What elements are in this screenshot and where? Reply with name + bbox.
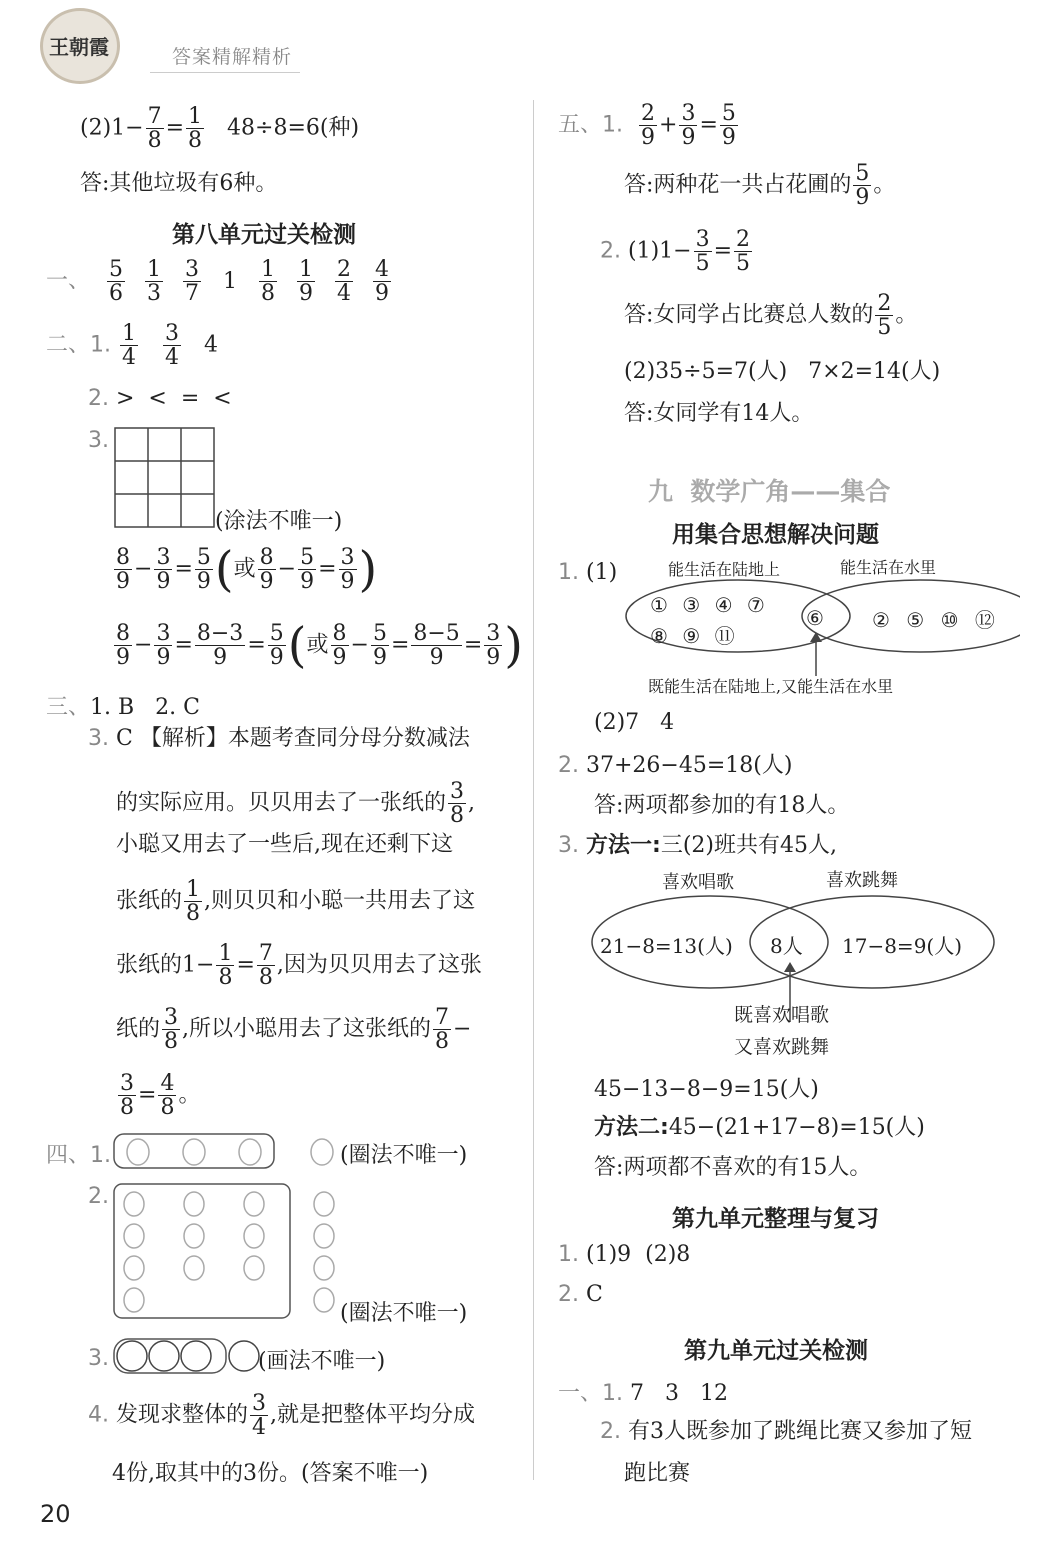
test-q2-line-2: 跑比赛 xyxy=(624,1461,691,1486)
section-5-q2-line-3: (2)35÷5=7(人) 7×2=14(人) xyxy=(624,359,941,384)
venn2-right-label: 喜欢跳舞 xyxy=(826,870,898,891)
section-5-q1-answer: 答:两种花一共占花圃的 $\frac{5}{9}$ 。 xyxy=(624,161,896,211)
section-4-q3-num: 3. xyxy=(88,1346,109,1371)
test-q2-line-1: 2. 有3人既参加了跳绳比赛又参加了短 xyxy=(600,1419,972,1444)
equation-2: $\frac{8}{9}$ − $\frac{3}{9}$ = $\frac{8-3}{9}$ = $\frac{5}{9}$ (或 $\frac{8}{9}$ − $\frac{5}{9}$ = $\frac{8-5}{9}$ = $\frac{3}{9}$ ) xyxy=(116,617,523,674)
header-rule xyxy=(150,72,300,73)
strawberry-row xyxy=(112,1132,352,1170)
section-2-q2: 2. > < = < xyxy=(88,386,232,411)
heading-unit9-test: 第九单元过关检测 xyxy=(684,1338,868,1364)
venn1-caption: 既能生活在陆地上,又能生活在水里 xyxy=(648,677,894,696)
logo xyxy=(40,8,120,84)
column-divider xyxy=(533,100,534,1480)
strawberry-grid xyxy=(112,1182,342,1322)
circle-row xyxy=(112,1336,262,1376)
left-line-2: 答:其他垃圾有6种。 xyxy=(80,171,278,196)
section-4-q4-line-2: 4份,取其中的3份。(答案不唯一) xyxy=(112,1461,429,1486)
heading-unit8-test: 第八单元过关检测 xyxy=(172,222,356,248)
venn1-center: ⑥ xyxy=(806,606,824,630)
section-4-q2-num: 2. xyxy=(88,1184,109,1209)
section-1: 一、 $\frac{5}{6}$ $\frac{1}{3}$ $\frac{3}{7}$ 1 $\frac{1}{8}$ $\frac{1}{9}$ $\frac{2}{4}$ $\frac{4}{9}$ xyxy=(46,257,390,307)
subheading-sets: 用集合思想解决问题 xyxy=(672,522,879,548)
section-4-label: 四、1. xyxy=(46,1143,112,1168)
venn2-caption-1: 既喜欢唱歌 xyxy=(734,1004,830,1026)
header-title: 答案精解精析 xyxy=(172,46,293,68)
q2-answer: 答:两项都参加的有18人。 xyxy=(594,793,850,818)
strawberry-row-note: (圈法不唯一) xyxy=(340,1143,468,1168)
venn1-left-items-row1: ① ③ ④ ⑦ xyxy=(650,593,765,617)
logo-text: 王朝霞 xyxy=(49,35,109,59)
answer-fraction: $\frac{1}{9}$ xyxy=(299,257,314,307)
section-5-q1: 五、1. $\frac{2}{9}$ + $\frac{3}{9}$ = $\frac{5}{9}$ xyxy=(558,101,736,151)
venn2-left-label: 喜欢唱歌 xyxy=(662,872,734,893)
section-2-q1: 二、1. $\frac{1}{4}$ $\frac{3}{4}$ 4 xyxy=(46,321,218,371)
page-number: 20 xyxy=(40,1500,71,1528)
section-5-q2-answer-2: 答:女同学有14人。 xyxy=(624,401,814,426)
review-q2: 2. C xyxy=(558,1282,603,1307)
equation-1: $\frac{8}{9}$ − $\frac{3}{9}$ = $\frac{5}{9}$ (或 $\frac{8}{9}$ − $\frac{5}{9}$ = $\frac{3}{9}$ ) xyxy=(116,541,378,598)
grid-3x3 xyxy=(114,427,216,529)
answer-fraction: $\frac{3}{7}$ xyxy=(185,257,200,307)
heading-unit9: 九 数学广角——集合 xyxy=(648,477,891,506)
answer-fraction: $\frac{4}{9}$ xyxy=(375,257,390,307)
venn2-right: 17−8=9(人) xyxy=(842,934,963,958)
test-q1: 一、1. 7 3 12 xyxy=(558,1381,728,1406)
circle-row-note: (画法不唯一) xyxy=(258,1349,386,1374)
venn1-left-items-row2: ⑧ ⑨ ⑪ xyxy=(650,624,735,648)
venn1-right-items: ② ⑤ ⑩ ⑫ xyxy=(872,608,995,632)
section-5-q2-answer-1: 答:女同学占比赛总人数的 $\frac{2}{5}$ 。 xyxy=(624,291,918,341)
strawberry-grid-note: (圈法不唯一) xyxy=(340,1301,468,1326)
answer-whole: 1 xyxy=(223,268,238,294)
venn2-caption-2: 又喜欢跳舞 xyxy=(734,1036,830,1058)
review-q1: 1. (1)9 (2)8 xyxy=(558,1242,691,1267)
answer-fraction: $\frac{2}{4}$ xyxy=(337,257,352,307)
section-4-q4-line-1: 4. 发现求整体的 $\frac{3}{4}$ ,就是把整体平均分成 xyxy=(88,1391,476,1441)
q1-label: 1. (1) xyxy=(558,560,618,585)
left-line-1: (2)1− $\frac{7}{8}$ = $\frac{1}{8}$ 48÷8=6(种) xyxy=(80,104,360,154)
q3-answer: 答:两项都不喜欢的有15人。 xyxy=(594,1155,872,1180)
q2-line-1: 2. 37+26−45=18(人) xyxy=(558,753,793,778)
q3-method-1: 3. 方法一:三(2)班共有45人, xyxy=(558,833,837,858)
venn2-center: 8人 xyxy=(770,934,803,958)
grid-note: (涂法不唯一) xyxy=(215,509,343,534)
answer-fraction: $\frac{5}{6}$ xyxy=(109,257,124,307)
q3-calc: 45−13−8−9=15(人) xyxy=(594,1077,819,1102)
venn2-left: 21−8=13(人) xyxy=(600,934,733,958)
heading-unit9-review: 第九单元整理与复习 xyxy=(672,1206,879,1232)
section-2-q3-num: 3. xyxy=(88,428,109,453)
section-3-q1: 三、1. B 2. C xyxy=(46,695,200,720)
venn1-left-label: 能生活在陆地上 xyxy=(668,560,781,579)
q3-method-2: 方法二:45−(21+17−8)=15(人) xyxy=(594,1115,925,1140)
section-5-q2-line-1: 2. (1)1− $\frac{3}{5}$ = $\frac{2}{5}$ xyxy=(600,227,751,277)
venn1-right-label: 能生活在水里 xyxy=(840,558,937,577)
answer-fraction: $\frac{1}{8}$ xyxy=(261,257,276,307)
q1-part-2: (2)7 4 xyxy=(594,710,675,735)
answer-fraction: $\frac{1}{3}$ xyxy=(147,257,162,307)
